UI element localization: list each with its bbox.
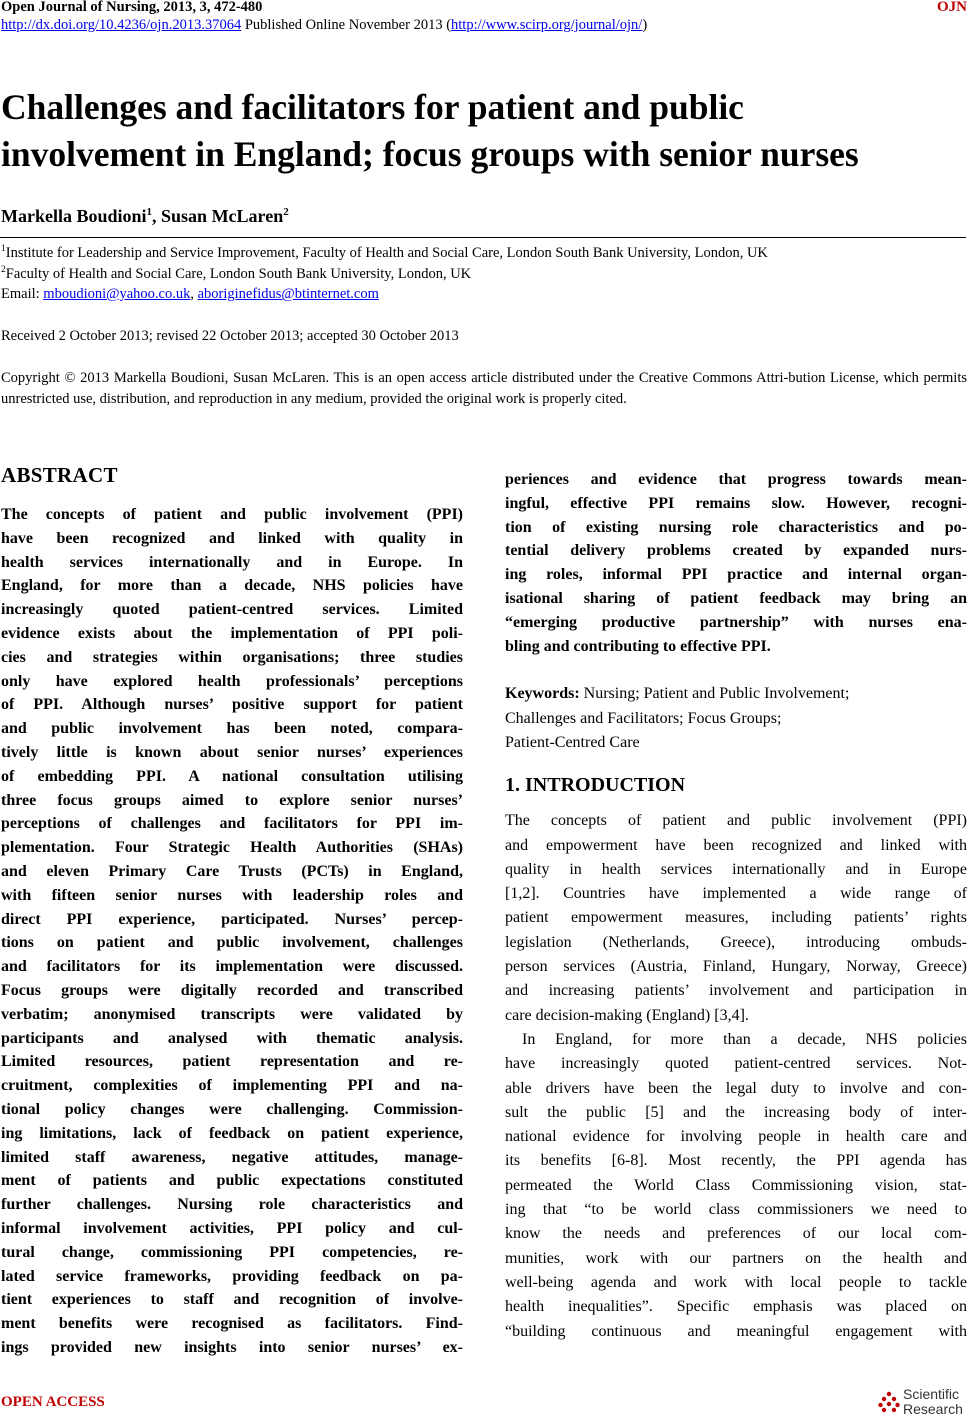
intro-paragraph-2 <box>505 1028 967 1344</box>
publisher-name-line: Scientific <box>903 1386 960 1402</box>
text-line: only have explored health professionals’ perceptions <box>1 672 463 690</box>
text-line: isational sharing of patient feedback may bring an <box>505 589 967 607</box>
abstract-left-column <box>1 503 463 1360</box>
published-text: Published Online November 2013 ( <box>241 17 452 33</box>
text-line: person services (Austria, Finland, Hungary, Norway, Greece) <box>505 958 967 976</box>
text-line: direct PPI experience, participated. Nurses’ percep- <box>1 910 463 928</box>
journal-link[interactable]: http://www.scirp.org/journal/ojn/ <box>451 17 643 33</box>
author-name: Markella Boudioni <box>1 206 147 226</box>
text-line: quality in health services internationally and in Europe <box>505 860 967 878</box>
text-line: of PPI. Although nurses’ positive support for patient <box>1 696 463 714</box>
article-title <box>1 84 967 178</box>
affiliation-text: Faculty of Health and Social Care, London South Bank University, London, UK <box>5 265 472 282</box>
text-line: Limited resources, patient representation and re- <box>1 1053 463 1071</box>
text-line: limited staff awareness, negative attitudes, manage- <box>1 1148 463 1166</box>
text-line: In England, for more than a decade, NHS policies <box>522 1030 967 1048</box>
text-line: health services internationally and in Europe. In <box>1 553 463 571</box>
keywords-line: Challenges and Facilitators; Focus Groups; <box>505 709 782 727</box>
open-access-label: OPEN ACCESS <box>1 1394 105 1410</box>
journal-abbrev: OJN <box>937 0 967 15</box>
received-dates: Received 2 October 2013; revised 22 October 2013; accepted 30 October 2013 <box>1 328 459 344</box>
intro-paragraph-1 <box>505 809 967 1028</box>
text-line: periences and evidence that progress towards mean- <box>505 471 967 488</box>
text-line: further challenges. Nursing role characteristics and <box>1 1196 463 1214</box>
keywords-line <box>505 682 967 706</box>
text-line: ing roles, informal PPI practice and internal organ- <box>505 566 967 584</box>
text-line: The concepts of patient and public involvement (PPI) <box>1 506 463 523</box>
text-line: have been recognized and linked with quality in <box>1 529 463 547</box>
text-line: and eleven Primary Care Trusts (PCTs) in England, <box>1 862 463 880</box>
affiliation-2 <box>1 265 471 283</box>
text-line: “emerging productive partnership” with nurses ena- <box>505 613 967 631</box>
text-line: verbatim; anonymised transcripts were validated by <box>1 1005 463 1023</box>
abstract-heading: ABSTRACT <box>1 463 118 487</box>
text-line: legislation (Netherlands, Greece), introducing ombuds- <box>505 933 967 951</box>
text-line: perceptions of challenges and facilitators for PPI im- <box>1 815 463 833</box>
text-line: tively little is known about senior nurses’ experiences <box>1 743 463 761</box>
author-sup: 1 <box>146 206 153 218</box>
keywords-line: Patient-Centred Care <box>505 733 640 751</box>
text-line: able drivers have been the legal duty to involve and con- <box>505 1079 967 1097</box>
publisher-name-line: Research <box>903 1401 963 1417</box>
copyright-notice: Copyright © 2013 Markella Boudioni, Susan McLaren. This is an open access article distributed under the Creative Commons Attri-bution License, which permits unrestricted use, distribution, and reproduction in any medium, provided the original work is properly cited. <box>1 370 967 407</box>
text-line: “building continuous and meaningful engagement with <box>505 1322 967 1340</box>
text-line: ing limitations, lack of feedback on patient experience, <box>1 1124 463 1142</box>
text-line: and public involvement has been noted, compara- <box>1 720 463 738</box>
text-line: sult the public [5] and the increasing body of inter- <box>505 1103 967 1121</box>
text-line: increasingly quoted patient-centred services. Limited <box>1 601 463 619</box>
text-line: permeated the World Class Commissioning vision, stat- <box>505 1176 967 1194</box>
keywords-text: Nursing; Patient and Public Involvement; <box>579 685 850 703</box>
publisher-logo <box>878 1385 968 1421</box>
abstract-right-column <box>505 468 967 658</box>
author-sup: 2 <box>283 206 289 218</box>
affiliation-1 <box>1 244 768 262</box>
journal-citation: Open Journal of Nursing, 2013, 3, 472-480 <box>1 0 263 15</box>
text-line: of embedding PPI. A national consultation utilising <box>1 767 463 785</box>
text-line: three focus groups aimed to explore senior nurses’ <box>1 791 463 809</box>
text-line: know the needs and preferences of our local com- <box>505 1225 967 1243</box>
close-paren: ) <box>642 17 648 33</box>
text-line: cies and strategies within organisations; three studies <box>1 648 463 666</box>
text-line: health inequalities”. Specific emphasis was placed on <box>505 1298 967 1316</box>
text-line: participants and analysed with thematic analysis. <box>1 1029 463 1047</box>
text-line: ment benefits were recognised as facilitators. Find- <box>1 1315 463 1333</box>
text-line: tional policy changes were challenging. Commission- <box>1 1100 463 1118</box>
title-line: involvement in England; focus groups with senior nurses <box>1 134 859 174</box>
email-separator: , <box>190 286 198 302</box>
text-line: tion of existing nursing role characteristics and po- <box>505 518 967 536</box>
text-line: munities, work with our partners on the health and <box>505 1249 967 1267</box>
section-heading: 1. INTRODUCTION <box>505 774 686 797</box>
text-line: [1,2]. Countries have implemented a wide range of <box>505 885 967 903</box>
affiliation-text: Institute for Leadership and Service Improvement, Faculty of Health and Social Care, London South Bank University, London, UK <box>5 244 768 261</box>
author-list <box>1 206 289 227</box>
header-divider <box>0 237 966 238</box>
text-line: and increasing patients’ involvement and participation in <box>505 982 967 1000</box>
text-line: England, for more than a decade, NHS policies have <box>1 577 463 595</box>
text-line: ings provided new insights into senior nurses’ ex- <box>1 1338 463 1356</box>
doi-line <box>1 17 647 34</box>
author-name: Susan McLaren <box>161 206 284 226</box>
text-line: with fifteen senior nurses with leadership roles and <box>1 886 463 904</box>
text-line: have increasingly quoted patient-centred services. Not- <box>505 1055 967 1073</box>
email-line <box>1 286 379 303</box>
affiliation-sup: 2 <box>1 265 6 275</box>
text-line: tient experiences to staff and recognition of involve- <box>1 1291 463 1309</box>
email-label: Email: <box>1 286 44 302</box>
author-separator: , <box>152 206 162 226</box>
affiliation-sup: 1 <box>1 244 6 254</box>
text-line: cruitment, complexities of implementing PPI and na- <box>1 1077 463 1095</box>
email-link[interactable]: aboriginefidus@btinternet.com <box>197 286 379 302</box>
doi-link[interactable]: http://dx.doi.org/10.4236/ojn.2013.37064 <box>1 17 242 33</box>
text-line: tions on patient and public involvement, challenges <box>1 934 463 952</box>
journal-header <box>1 0 967 16</box>
text-line: plementation. Four Strategic Health Authorities (SHAs) <box>1 839 463 857</box>
text-line: national evidence for involving people in health care and <box>505 1128 967 1146</box>
text-line: ment of patients and public expectations constituted <box>1 1172 463 1190</box>
text-line: evidence exists about the implementation of PPI poli- <box>1 624 463 642</box>
text-line: tential delivery problems created by expanded nurs- <box>505 542 967 560</box>
text-line: and empowerment have been recognized and linked with <box>505 836 967 854</box>
text-line: care decision-making (England) [3,4]. <box>505 1006 749 1024</box>
text-line: lated service frameworks, providing feedback on pa- <box>1 1267 463 1285</box>
text-line: well-being agenda and work with local people to tackle <box>505 1273 967 1291</box>
text-line: tural change, commissioning PPI competencies, re- <box>1 1243 463 1261</box>
text-line: its benefits [6-8]. Most recently, the PPI agenda has <box>505 1152 967 1170</box>
text-line: Focus groups were digitally recorded and transcribed <box>1 981 463 999</box>
text-line: The concepts of patient and public involvement (PPI) <box>505 812 967 830</box>
publisher-logo-icon <box>878 1391 900 1413</box>
text-line: ing that “to be world class commissioners we need to <box>505 1201 967 1219</box>
title-line: Challenges and facilitators for patient and public <box>1 87 744 127</box>
text-line: ingful, effective PPI remains slow. However, recogni- <box>505 494 967 512</box>
text-line: patient empowerment measures, including patients’ rights <box>505 909 967 927</box>
keywords-label: Keywords: <box>505 685 580 703</box>
right-column <box>505 468 967 1344</box>
email-link[interactable]: mboudioni@yahoo.co.uk <box>43 286 191 302</box>
text-line: bling and contributing to effective PPI. <box>505 637 771 655</box>
text-line: informal involvement activities, PPI policy and cul- <box>1 1219 463 1237</box>
text-line: and facilitators for its implementation were discussed. <box>1 958 463 976</box>
publisher-name <box>903 1387 963 1417</box>
